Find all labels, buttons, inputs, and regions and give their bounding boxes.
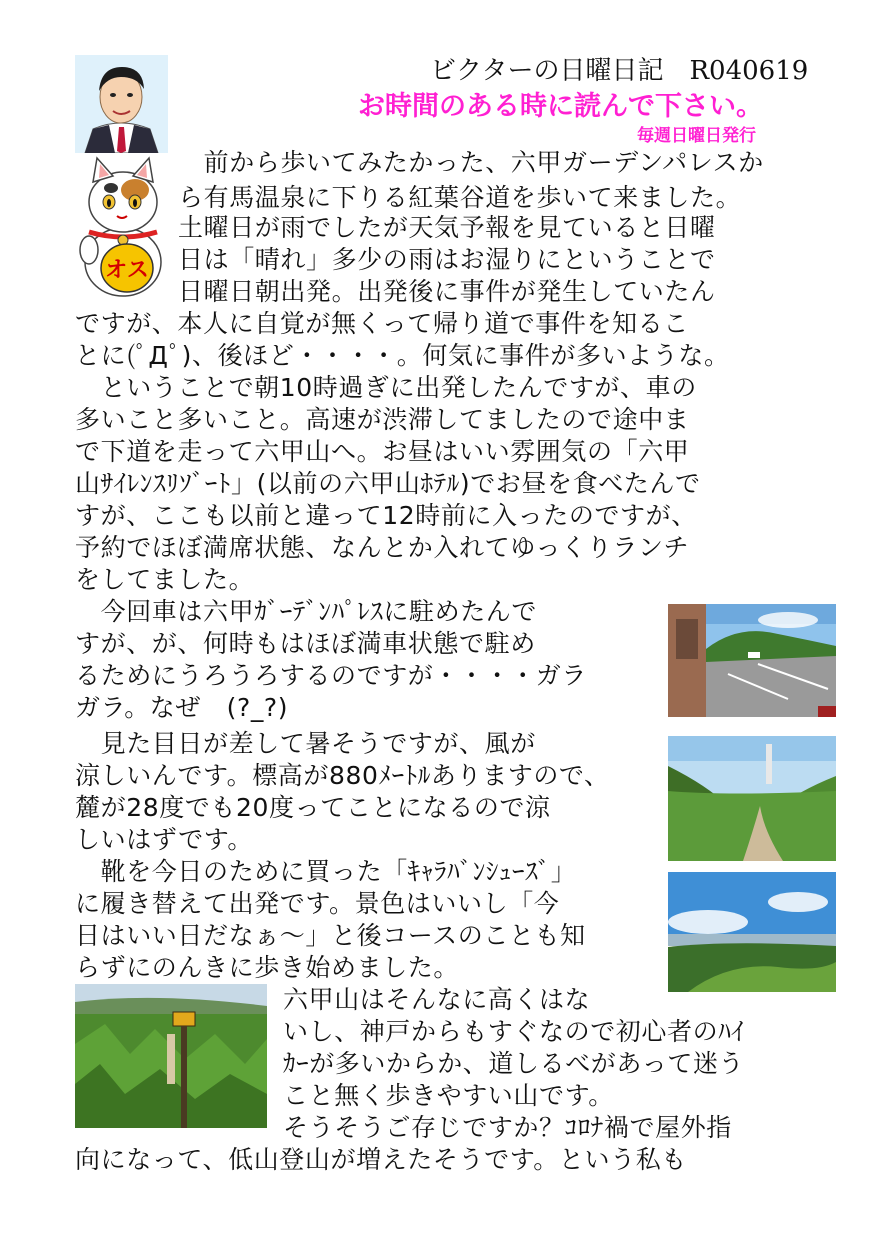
body-line: 今回車は六甲ｶﾞｰﾃﾞﾝﾊﾟﾚｽに駐めたんで [75,597,538,626]
body-line: 日曜日朝出発。出発後に事件が発生していたん [178,277,716,306]
body-line: 山ｻｲﾚﾝｽﾘｿﾞｰﾄ」(以前の六甲山ﾎﾃﾙ)でお昼を食べたんで [75,469,701,498]
diary-subtitle: お時間のある時に読んで下さい。 [358,91,763,122]
body-line: 向になって、低山登山が増えたそうです。という私も [75,1145,687,1174]
body-line: 多いこと多いこと。高速が渋滞してましたので途中ま [75,405,690,434]
body-line: 日は「晴れ」多少の雨はお湿りにということで [178,245,716,274]
body-line: そうそうご存じですか？ｺﾛﾅ禍で屋外指 [283,1113,732,1142]
weekly-issue-note: 毎週日曜日発行 [637,126,756,146]
body-line: をしてました。 [75,565,255,594]
body-line: いし、神戸からもすぐなので初心者のﾊｲ [283,1017,745,1046]
body-line: ら有馬温泉に下りる紅葉谷道を歩いて来ました。 [178,183,742,212]
body-line: に履き替えて出発です。景色はいいし「今 [75,889,560,918]
body-line: 六甲山はそんなに高くはな [283,985,591,1014]
body-line: ガラ。なぜ (?_?) [75,693,289,722]
body-line: とに(ﾟДﾟ)、後ほど・・・・。何気に事件が多いような。 [75,341,730,370]
signpost-photo [75,984,267,1128]
diary-title: ビクターの日曜日記 R040619 [430,56,809,86]
body-line: らずにのんきに歩き始めました。 [75,953,460,982]
body-line: すが、ここも以前と違って12時前に入ったのですが、 [75,501,697,530]
lucky-cat-image [75,150,170,300]
body-line: で下道を走って六甲山へ。お昼はいい雰囲気の「六甲 [75,437,690,466]
body-line: 土曜日が雨でしたが天気予報を見ていると日曜 [178,213,716,242]
body-line: ですが、本人に自覚が無くって帰り道で事件を知るこ [75,309,689,338]
body-line: 麓が28度でも20度ってことになるので涼 [75,793,551,822]
body-line: こと無く歩きやすい山です。 [283,1081,614,1110]
body-line: 靴を今日のために買った「ｷｬﾗﾊﾞﾝｼｭｰｽﾞ」 [75,857,577,886]
trail-path-photo [668,736,836,861]
body-line: 前から歩いてみたかった、六甲ガーデンパレスか [178,148,764,177]
body-line: しいはずです。 [75,825,253,854]
body-line: るためにうろうろするのですが・・・・ガラ [75,661,588,690]
body-line: 見た目日が差して暑そうですが、風が [75,729,536,758]
body-line: 日はいい日だなぁ～」と後コースのことも知 [75,921,586,950]
badge-text: オス [105,258,149,283]
body-line: ｶｰが多いからか、道しるべがあって迷う [283,1049,745,1078]
body-line: ということで朝10時過ぎに出発したんですが、車の [75,373,697,402]
author-caricature-image [75,55,168,153]
body-line: 予約でほぼ満席状態、なんとか入れてゆっくりランチ [75,533,690,562]
scenic-view-photo [668,872,836,992]
body-line: 涼しいんです。標高が880ﾒｰﾄﾙありますので、 [75,761,610,790]
body-line: すが、が、何時もはほぼ満車状態で駐め [75,629,536,658]
parking-lot-photo [668,604,836,717]
